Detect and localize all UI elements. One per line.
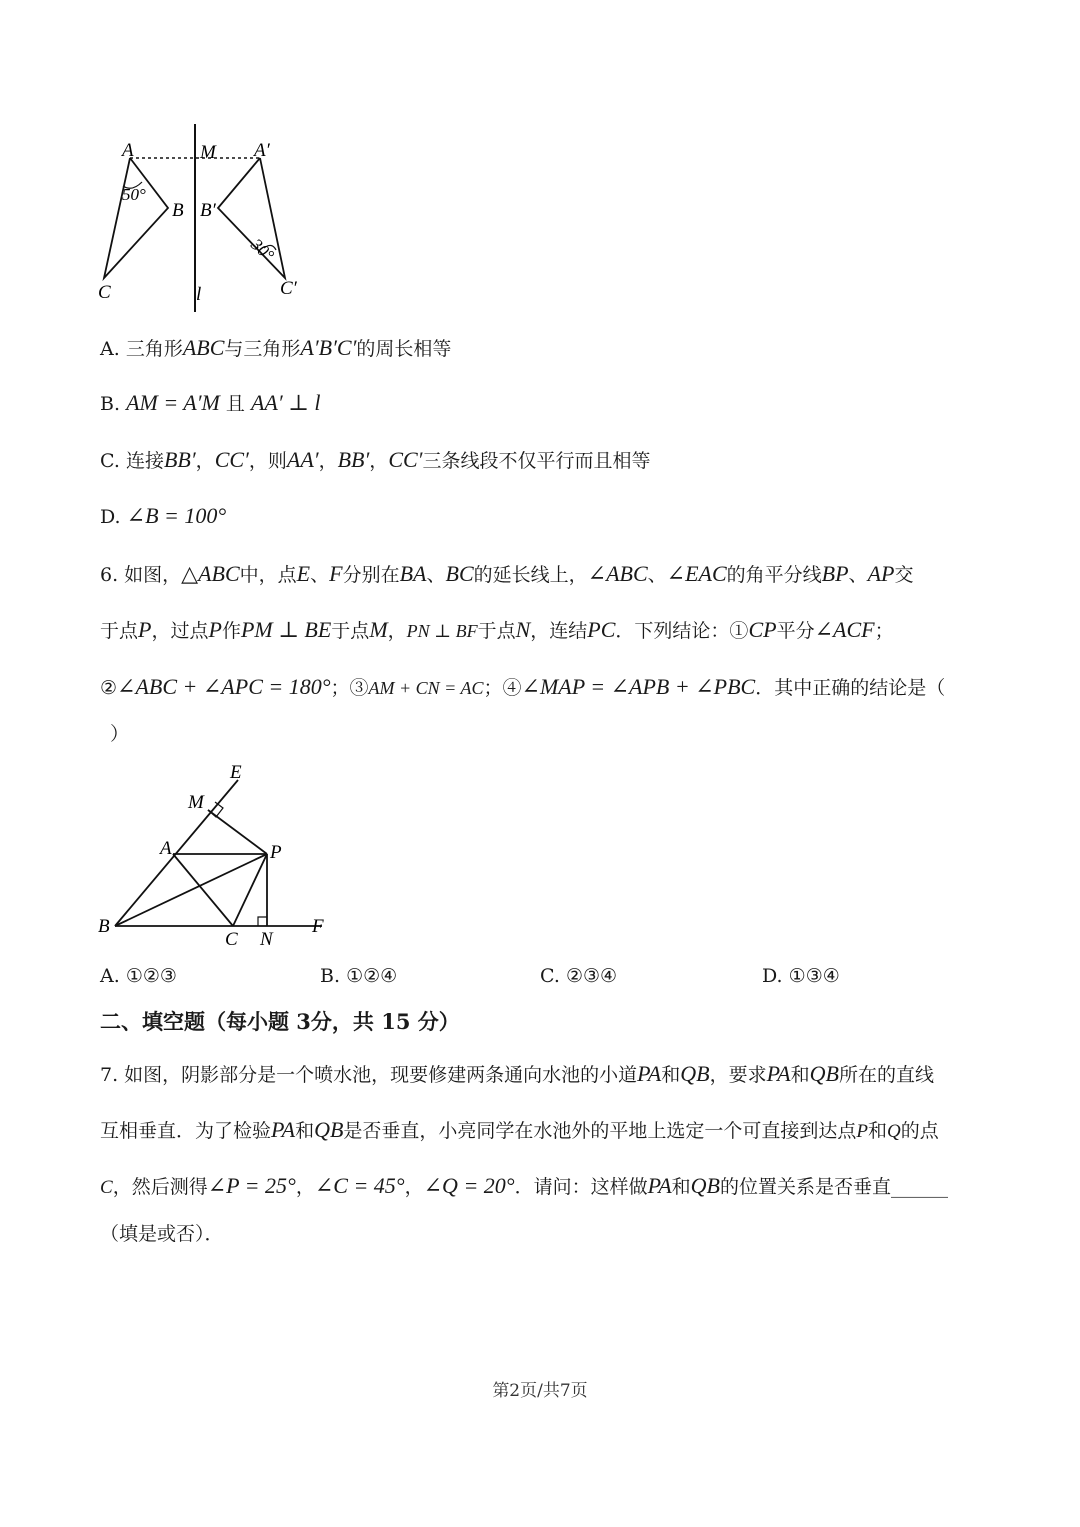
q5-option-c: C. 连接BB′，CC′，则AA′，BB′，CC′三条线段不仅平行而且相等 <box>100 447 651 472</box>
label-M: M <box>200 142 216 163</box>
page-number: 第2页/共7页 <box>492 1381 588 1401</box>
label-B: B <box>172 200 184 221</box>
label-A: A <box>122 140 134 161</box>
q7-line-3: C，然后测得∠P = 25°，∠C = 45°，∠Q = 20°．请问：这样做PA和QB的位置关系是否垂直______ <box>100 1173 949 1198</box>
label-B: B <box>98 916 110 937</box>
q7-line-1: 7. 如图，阴影部分是一个喷水池，现要修建两条通向水池的小道PA和QB，要求PA和QB所在的直线 <box>100 1061 934 1086</box>
label-P: P <box>270 842 282 863</box>
q7-line-4: （填是或否）． <box>100 1223 224 1245</box>
q6-option-a: A. ①②③ <box>100 965 177 987</box>
q7-line-2: 互相垂直．为了检验PA和QB是否垂直，小亮同学在水池外的平地上选定一个可直接到达点P和Q的点 <box>100 1117 939 1142</box>
q5-option-d: D. ∠B = 100° <box>100 503 227 528</box>
q6-option-c: C. ②③④ <box>540 965 618 987</box>
figure-reflection-triangles <box>90 120 320 320</box>
label-E: E <box>230 762 242 783</box>
label-F: F <box>312 916 324 937</box>
label-C: C <box>98 282 111 303</box>
q6-line-4: ） <box>110 723 130 745</box>
label-B-prime: B′ <box>200 200 216 221</box>
q5-option-b: B. AM = A′M 且 AA′ ⊥ l <box>100 390 321 415</box>
label-A-prime: A′ <box>254 140 270 161</box>
figure-angle-bisectors <box>90 758 340 953</box>
angle-50: 50° <box>122 185 146 204</box>
q5-option-a: A. 三角形ABC与三角形A′B′C′的周长相等 <box>100 335 452 360</box>
label-M: M <box>188 792 204 813</box>
label-A: A <box>160 838 172 859</box>
q6-option-b: B. ①②④ <box>320 965 398 987</box>
triangle-abc <box>104 158 168 278</box>
label-N: N <box>260 929 273 950</box>
section-heading: 二、填空题（每小题 3分，共 15 分） <box>100 1009 460 1034</box>
q6-line-3: ②∠ABC + ∠APC = 180°；③AM + CN = AC；④∠MAP = ∠APB + ∠PBC．其中正确的结论是（ <box>100 674 946 699</box>
q6-line-2: 于点P，过点P作PM ⊥ BE于点M，PN ⊥ BF于点N，连结PC．下列结论：①CP平分∠ACF； <box>100 617 894 642</box>
q6-line-1: 6. 如图，△ABC中，点E、F分别在BA、BC的延长线上，∠ABC、∠EAC的角平分线BP、AP交 <box>100 561 914 586</box>
triangle-abc-prime <box>218 158 285 278</box>
label-C: C <box>225 929 238 950</box>
angle-30: 30° <box>247 234 278 265</box>
q6-option-d: D. ①③④ <box>762 965 840 987</box>
label-l: l <box>196 284 202 305</box>
label-C-prime: C′ <box>280 278 297 299</box>
